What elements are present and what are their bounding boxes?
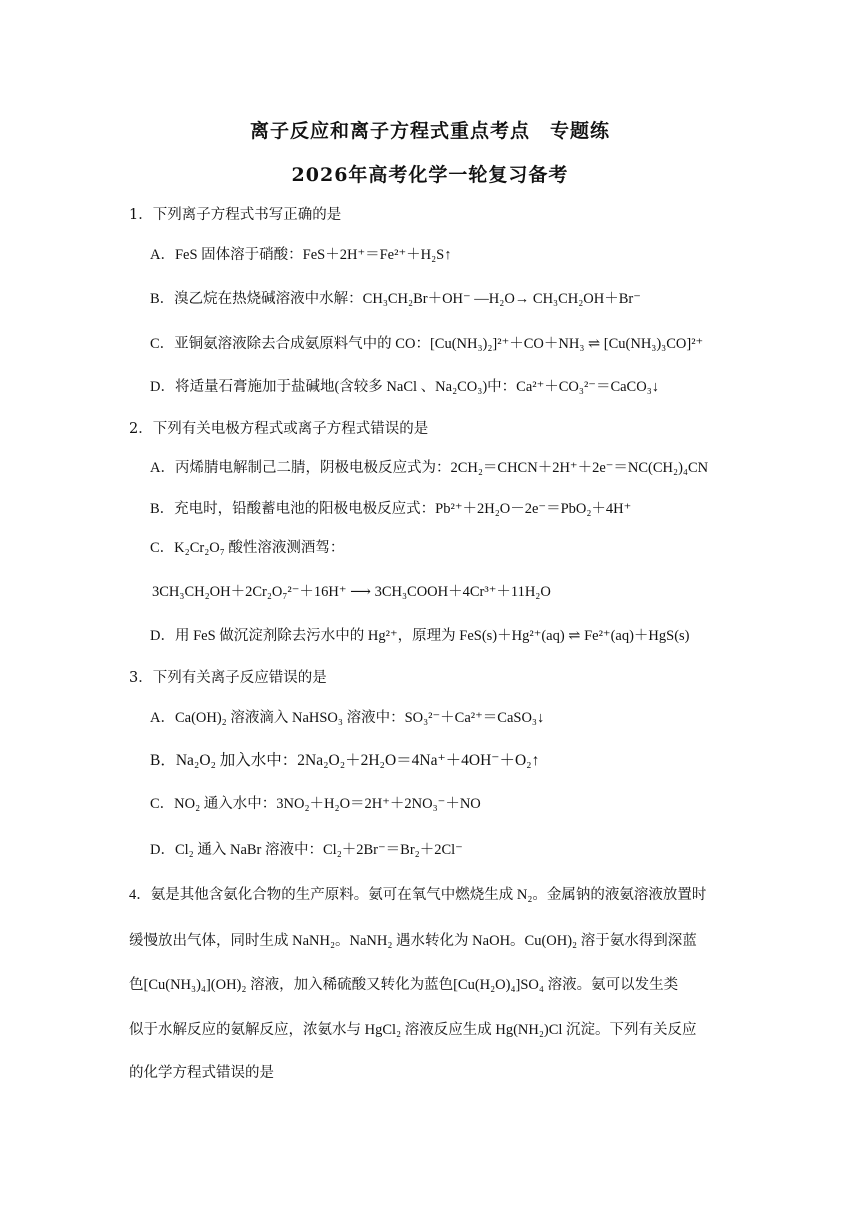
page-title: 离子反应和离子方程式重点考点 专题练 xyxy=(249,120,610,142)
question-1-option-b: B．溴乙烷在热烧碱溶液中水解：CH₃CH₂Br＋OH⁻ —H₂O→ CH₃CH₂OH＋Br⁻ xyxy=(150,291,641,307)
question-4-line-3: 色[Cu(NH₃)₄](OH)₂ 溶液，加入稀硫酸又转化为蓝色[Cu(H₂O)₄]SO₄ 溶液。氨可以发生类 xyxy=(129,977,679,993)
question-4-line-1: 4．氨是其他含氨化合物的生产原料。氨可在氧气中燃烧生成 N₂。金属钠的液氨溶液放置时 xyxy=(129,887,707,903)
question-1-option-d: D．将适量石膏施加于盐碱地(含较多 NaCl 、Na₂CO₃)中：Ca²⁺＋CO₃²⁻＝CaCO₃↓ xyxy=(150,379,660,395)
question-3-option-b: B．Na₂O₂ 加入水中：2Na₂O₂＋2H₂O＝4Na⁺＋4OH⁻＋O₂↑ xyxy=(150,752,540,769)
question-4-line-4: 似于水解反应的氨解反应，浓氨水与 HgCl₂ 溶液反应生成 Hg(NH₂)Cl 沉淀。下列有关反应 xyxy=(129,1022,697,1038)
question-1-stem: 1．下列离子方程式书写正确的是 xyxy=(129,207,342,223)
question-2-option-c: C．K₂Cr₂O₇ 酸性溶液测酒驾： xyxy=(150,540,345,556)
page-subtitle: 2026年高考化学一轮复习备考 xyxy=(291,164,569,186)
question-2-option-c-equation: 3CH₃CH₂OH＋2Cr₂O₇²⁻＋16H⁺ ⟶ 3CH₃COOH＋4Cr³⁺＋11H₂O xyxy=(152,584,551,600)
question-3-stem: 3．下列有关离子反应错误的是 xyxy=(129,670,327,686)
question-1-option-a: A．FeS 固体溶于硝酸：FeS＋2H⁺＝Fe²⁺＋H₂S↑ xyxy=(150,247,452,263)
question-2-option-d: D．用 FeS 做沉淀剂除去污水中的 Hg²⁺，原理为 FeS(s)＋Hg²⁺(aq) ⇌ Fe²⁺(aq)＋HgS(s) xyxy=(150,628,690,644)
question-3-option-d: D．Cl₂ 通入 NaBr 溶液中：Cl₂＋2Br⁻＝Br₂＋2Cl⁻ xyxy=(150,842,463,858)
question-4-line-5: 的化学方程式错误的是 xyxy=(129,1065,274,1081)
question-2-option-b: B．充电时，铅酸蓄电池的阳极电极反应式：Pb²⁺＋2H₂O－2e⁻＝PbO₂＋4H⁺ xyxy=(150,501,632,517)
question-4-line-2: 缓慢放出气体，同时生成 NaNH₂。NaNH₂ 遇水转化为 NaOH。Cu(OH)₂ 溶于氨水得到深蓝 xyxy=(129,933,697,949)
question-2-stem: 2．下列有关电极方程式或离子方程式错误的是 xyxy=(129,421,429,437)
question-3-option-a: A．Ca(OH)₂ 溶液滴入 NaHSO₃ 溶液中：SO₃²⁻＋Ca²⁺＝CaSO₃↓ xyxy=(150,710,545,726)
question-1-option-c: C．亚铜氨溶液除去合成氨原料气中的 CO：[Cu(NH₃)₂]²⁺＋CO＋NH₃ ⇌ [Cu(NH₃)₃CO]²⁺ xyxy=(150,336,704,352)
question-2-option-a: A．丙烯腈电解制己二腈，阴极电极反应式为：2CH₂＝CHCN＋2H⁺＋2e⁻＝NC(CH₂)₄CN xyxy=(150,460,709,476)
question-3-option-c: C．NO₂ 通入水中：3NO₂＋H₂O＝2H⁺＋2NO₃⁻＋NO xyxy=(150,796,481,812)
